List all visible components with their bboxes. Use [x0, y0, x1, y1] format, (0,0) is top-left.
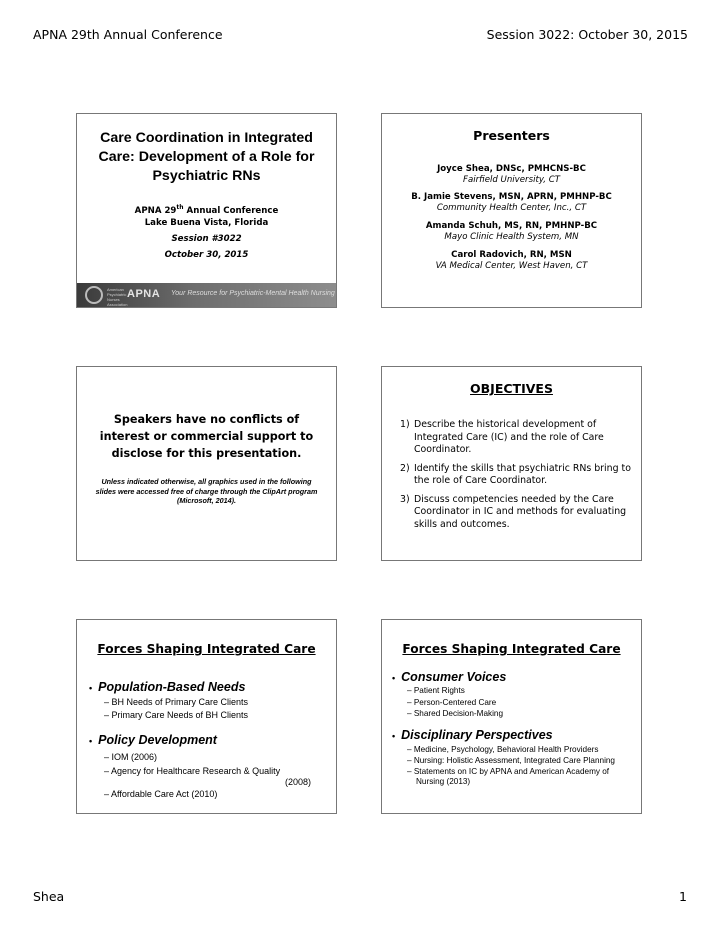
slide-objectives: [381, 366, 642, 561]
conference-name: APNA 29th Annual Conference: [134, 204, 279, 216]
presenters-title: Presenters: [473, 128, 550, 143]
conference-date: October 30, 2015: [164, 250, 249, 260]
list-item: – Statements on IC by APNA and American Academy of Nursing (2013): [407, 767, 610, 786]
sub-list: [392, 745, 637, 787]
disclosure-statement: Speakers have no conflicts of interest or commercial support to disclose for this presentation.: [99, 413, 314, 460]
sub-list: [392, 686, 637, 720]
list-item: 2) Identify the skills that psychiatric RNs bring to the role of Care Coordinator.: [400, 462, 631, 486]
session-number: Session #3022: [171, 234, 242, 244]
apna-logo-icon: [85, 286, 103, 304]
bullet-icon: •: [392, 673, 396, 683]
list-item: – Shared Decision-Making: [407, 709, 504, 718]
list-item: – Affordable Care Act (2010): [104, 788, 218, 799]
conference-location: Lake Buena Vista, Florida: [144, 218, 269, 228]
bullet-icon: •: [89, 736, 93, 746]
list-item: – Person-Centered Care: [407, 697, 497, 707]
forces-title: Forces Shaping Integrated Care: [97, 642, 316, 656]
list-item: 3) Discuss competencies needed by the Care Coordinator in IC and methods for evaluating skills and outcomes.: [400, 493, 627, 530]
slide-title-heading: Care Coordination in Integrated Care: Development of a Role for Psychiatric RNs: [98, 130, 315, 184]
bullet-icon: •: [392, 731, 396, 741]
list-item-continued: (2008): [284, 777, 311, 787]
presenter: Amanda Schuh, MS, RN, PMHNP-BC Mayo Clinic Health System, MN: [425, 221, 598, 242]
list-item: – Medicine, Psychology, Behavioral Health Providers: [407, 745, 599, 754]
presenter: Joyce Shea, DNSc, PMHCNS-BC Fairfield University, CT: [437, 164, 586, 185]
objectives-list: [400, 419, 632, 537]
bullet-heading: • Disciplinary Perspectives: [392, 728, 553, 742]
forces-title: Forces Shaping Integrated Care: [402, 642, 621, 656]
apna-logo-small-text: American Psychiatric Nurses Association: [107, 287, 128, 307]
presenter: Carol Radovich, RN, MSN VA Medical Center, West Haven, CT: [435, 250, 588, 271]
list-item: – Primary Care Needs of BH Clients: [104, 709, 249, 720]
clipart-note: Unless indicated otherwise, all graphics used in the following slides were accessed free of charge through the ClipArt program (Microsoft, 2014).: [95, 477, 318, 505]
apna-tagline: Your Resource for Psychiatric-Mental Health Nursing: [171, 290, 335, 297]
apna-banner: [77, 283, 336, 307]
slide-forces-1: [76, 619, 337, 814]
sub-list: [89, 752, 319, 800]
slide-title: [76, 113, 337, 308]
page-header-right: Session 3022: October 30, 2015: [486, 27, 688, 42]
bullet-heading: • Policy Development: [89, 733, 217, 747]
page-header-left: APNA 29th Annual Conference: [33, 27, 223, 42]
bullet-heading: • Population-Based Needs: [89, 680, 246, 694]
list-item: 1) Describe the historical development of Integrated Care (IC) and the role of Care Coordinator.: [400, 419, 604, 455]
bullet-icon: •: [89, 683, 93, 693]
slide-disclosure: [76, 366, 337, 561]
list-item: – Agency for Healthcare Research & Quality: [104, 765, 281, 776]
bullet-heading: • Consumer Voices: [392, 670, 507, 684]
objectives-title: OBJECTIVES: [470, 381, 553, 396]
list-item: – Patient Rights: [407, 686, 465, 695]
page-number: 1: [679, 889, 687, 904]
list-item: – BH Needs of Primary Care Clients: [104, 697, 249, 707]
page-footer-left: Shea: [33, 889, 65, 904]
presenter: B. Jamie Stevens, MSN, APRN, PMHNP-BC Community Health Center, Inc., CT: [411, 192, 612, 213]
sub-list: [89, 697, 329, 721]
slide-forces-2: [381, 619, 642, 814]
list-item: – Nursing: Holistic Assessment, Integrated Care Planning: [407, 756, 615, 765]
apna-logo-text: APNA: [127, 288, 161, 300]
slide-presenters: [381, 113, 642, 308]
list-item: – IOM (2006): [104, 752, 158, 762]
